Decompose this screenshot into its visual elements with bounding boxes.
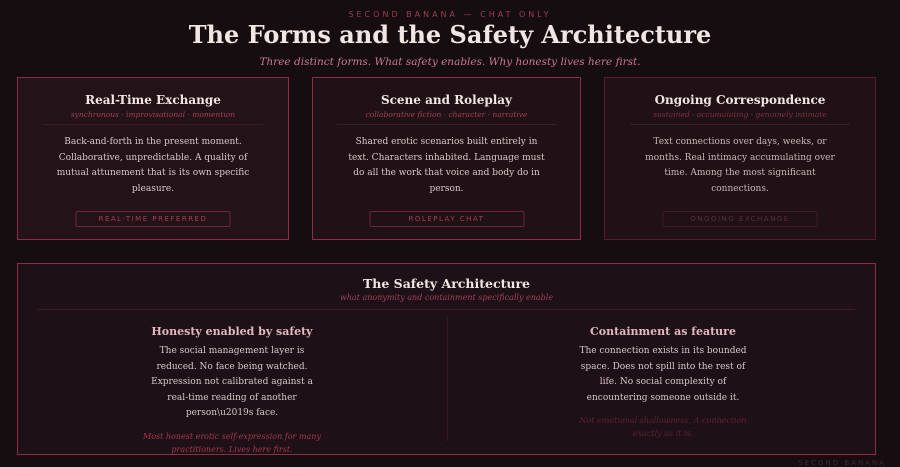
page-subtitle: Three distinct forms. What safety enables. Why honesty lives here first. [259,56,641,68]
ongoing-exchange-button[interactable]: ONGOING EXCHANGE [663,211,818,227]
safety-architecture-panel [17,263,876,455]
safety-column-containment [463,314,863,440]
column-note: Not emotional shallowness. A connection exactly as it is. [579,416,747,438]
column-body: The connection exists in its bounded space. Does not spill into the rest of life. No social complexity of encountering someone outside it. [579,346,747,403]
card-body: Back-and-forth in the present moment. Collaborative, unpredictable. A quality of mutual attunement that is its own specific pleasure. [56,137,250,194]
footer-brand-mark: SECOND BANANA [798,459,886,467]
page-title: The Forms and the Safety Architecture [188,20,712,49]
column-title: Honesty enabled by safety [151,325,313,338]
roleplay-chat-button[interactable]: ROLEPLAY CHAT [369,211,524,227]
card-divider [630,124,850,125]
safety-divider [38,309,855,310]
card-real-time-exchange [17,77,289,240]
card-body: Text connections over days, weeks, or months. Real intimacy accumulating over time. Among the most significant connections. [645,137,835,194]
safety-column-honesty [32,314,432,456]
column-note: Most honest erotic self-expression for many practitioners. Lives here first. [143,431,321,454]
safety-title: The Safety Architecture [362,276,530,291]
card-title: Real-Time Exchange [85,93,221,107]
eyebrow-label: SECOND BANANA — CHAT ONLY [348,10,552,19]
card-title: Ongoing Correspondence [654,93,826,107]
safety-subtitle: what anonymity and containment specifically enable [339,293,554,302]
card-ongoing-correspondence [604,77,876,240]
column-title: Containment as feature [590,325,736,338]
card-tags: collaborative fiction · character · narrative [365,110,528,119]
column-body: The social management layer is reduced. No face being watched. Expression not calibrated against a real-time reading of another person\u2019s face. [151,346,313,418]
card-title: Scene and Roleplay [380,93,513,107]
card-divider [337,124,557,125]
card-divider [43,124,263,125]
card-tags: sustained · accumulating · genuinely intimate [653,110,827,119]
column-divider [447,316,448,441]
card-scene-and-roleplay [312,77,581,240]
card-body: Shared erotic scenarios built entirely in text. Characters inhabited. Language must do all the work that voice and body do in person. [348,137,545,194]
real-time-preferred-button[interactable]: REAL-TIME PREFERRED [76,211,231,227]
card-tags: synchronous · improvisational · momentum [70,110,236,119]
